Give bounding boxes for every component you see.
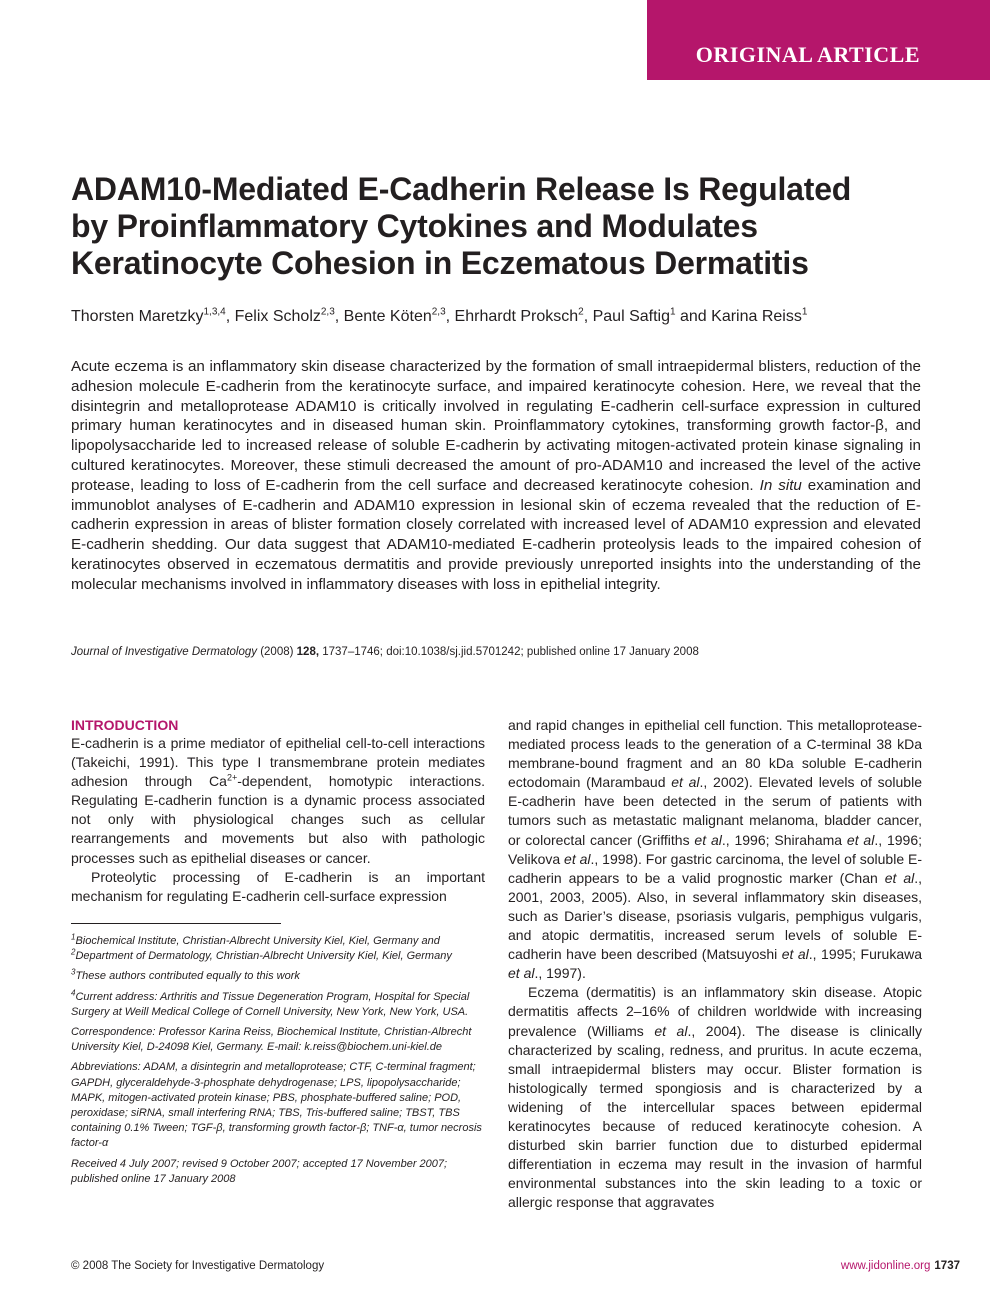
- footnote: $^4$Current address: Arthritis and Tissue Degeneration Program, Hospital for Special Surgery at Weill Medical College of Cornell University, New York, New York, USA.: [71, 987, 470, 1018]
- paragraph: Eczema (dermatitis) is an inflammatory skin disease. Atopic dermatitis affects 2–16% of children worldwide with increasing prevalence (Williams et al., 2004). The disease is clinically characterized by scaling, redness, and pruritus. In acute eczema, small intraepidermal blisters may occur. Blister formation is histologically termed spongiosis and is characterized by a widening of the intercellular spaces between epidermal keratinocytes because of reduced keratinocyte cohesion. A disturbed skin barrier function due to disturbed epidermal differentiation in eczema may result in the invasion of harmful environmental substances into the skin leading to a toxic or allergic response that aggravates: [508, 984, 922, 1211]
- right-column: [508, 716, 922, 1212]
- journal-url-link[interactable]: www.jidonline.org: [840, 1260, 931, 1272]
- author: Thorsten Maretzky$^{1,3,4}$,: [71, 306, 235, 325]
- abstract: Acute eczema is an inflammatory skin disease characterized by the formation of small intraepidermal blisters, reduction of the adhesion molecule E-cadherin from the keratinocyte surface, and impaired keratinocyte cohesion. Here, we reveal that the disintegrin and metalloprotease ADAM10 is critically involved in regulating E-cadherin cell-surface expression in cultured primary human keratinocytes and in diseased human skin. Proinflammatory cytokines, transforming growth factor-β, and lipopolysaccharide led to increased release of soluble E-cadherin by activating mitogen-activated protein kinase signaling in cultured keratinocytes. Moreover, these stimuli decreased the amount of pro-ADAM10 and increased the level of the active protease, leading to loss of E-cadherin from the cell surface and decreased keratinocyte cohesion. In situ examination and immunoblot analyses of E-cadherin and ADAM10 expression in lesional skin of eczema revealed that the reduction of E-cadherin expression in areas of blister formation closely correlated with increased level of ADAM10 expression and elevated E-cadherin shedding. Our data suggest that ADAM10-mediated E-cadherin proteolysis leads to the impaired cohesion of keratinocytes observed in eczematous dermatitis and provide previously unreported insights into the understanding of the molecular mechanisms involved in inflammatory diseases with loss in epithelial integrity.: [71, 358, 921, 593]
- left-column: [71, 716, 485, 906]
- footnote: Correspondence: Professor Karina Reiss, Biochemical Institute, Christian-Albrecht University Kiel, D-24098 Kiel, Germany. E-mail: k.reiss@biochem.uni-kiel.de: [71, 1026, 472, 1054]
- author: Bente Köten$^{2,3}$,: [343, 306, 455, 325]
- title-line: ADAM10-Mediated E-Cadherin Release Is Regulated: [71, 171, 852, 207]
- copyright: © 2008 The Society for Investigative Dermatology: [71, 1260, 325, 1272]
- section-heading-introduction: INTRODUCTION: [71, 717, 179, 733]
- footnote: $^3$These authors contributed equally to this work: [71, 967, 300, 983]
- section-label: ORIGINAL ARTICLE: [695, 42, 920, 67]
- section-banner: [647, 0, 990, 80]
- author: Karina Reiss$^1$: [711, 306, 808, 325]
- footnote: Abbreviations: ADAM, a disintegrin and metalloprotease; CTF, C-terminal fragment; GAPDH, glyceraldehyde-3-phosphate dehydrogenase; LPS, lipopolysaccharide; MAPK, mitogen-activated protein kinase; PBS, phosphate-buffered saline; POD, peroxidase; siRNA, small interfering RNA; TBS, Tris-buffered saline; TBST, TBS containing 0.1% Tween; TGF-β, transforming growth factor-β; TNF-α, tumor necrosis factor-α: [71, 1061, 482, 1150]
- author: Paul Saftig$^1$ and: [592, 306, 712, 325]
- footnote: $^2$Department of Dermatology, Christian-Albrecht University Kiel, Kiel, Germany: [71, 947, 452, 963]
- paragraph: and rapid changes in epithelial cell function. This metalloprotease-mediated process leads to the generation of a C-terminal 38 kDa membrane-bound fragment and an 80 kDa soluble E-cadherin ectodomain (Marambaud et al., 2002). Elevated levels of soluble E-cadherin have been detected in the serum of patients with tumors such as metastatic malignant melanoma, bladder cancer, or colorectal cancer (Griffiths et al., 1996; Shirahama et al., 1996; Velikova et al., 1998). For gastric carcinoma, the level of soluble E-cadherin appears to be a valid prognostic marker (Chan et al., 2001, 2003, 2005). Also, in several inflammatory skin diseases, such as Darier’s disease, psoriasis vulgaris, pemphigus vulgaris, and atopic dermatitis, increased serum levels of soluble E-cadherin have been described (Matsuyoshi et al., 1995; Furukawa et al., 1997).: [508, 717, 923, 982]
- footnotes: [71, 934, 487, 1192]
- author: Ehrhardt Proksch$^2$,: [454, 306, 593, 325]
- title-line: by Proinflammatory Cytokines and Modulates: [71, 208, 758, 244]
- paragraph: E-cadherin is a prime mediator of epithelial cell-to-cell interactions (Takeichi, 1991). This type I transmembrane protein mediates adhesion through $Ca^{2+}$-dependent, homotypic interactions. Regulating E-cadherin function is a dynamic process associated not only with physiological changes such as cellular rearrangements and movements but also with pathologic processes such as epithelial diseases or cancer.: [71, 735, 485, 866]
- footer-right: [841, 1260, 960, 1272]
- author-list: [71, 306, 951, 328]
- author: Felix Scholz$^{2,3}$,: [234, 306, 344, 325]
- title-line: Keratinocyte Cohesion in Eczematous Dermatitis: [71, 245, 809, 281]
- footnote: $^1$Biochemical Institute, Christian-Albrecht University Kiel, Kiel, Germany and: [71, 932, 440, 947]
- footnote-divider: [71, 923, 281, 924]
- journal-name: Journal of Investigative Dermatology: [71, 646, 258, 658]
- article-title: [71, 171, 941, 282]
- citation-line: Journal of Investigative Dermatology (2008) 128, 1737–1746; doi:10.1038/sj.jid.5701242; published online 17 January 2008: [71, 646, 699, 658]
- footnote: Received 4 July 2007; revised 9 October 2007; accepted 17 November 2007; published online 17 January 2008: [71, 1157, 448, 1185]
- page-number: 1737: [934, 1260, 960, 1272]
- paragraph: Proteolytic processing of E-cadherin is an important mechanism for regulating E-cadherin cell-surface expression: [71, 868, 485, 904]
- volume: 128,: [296, 646, 320, 658]
